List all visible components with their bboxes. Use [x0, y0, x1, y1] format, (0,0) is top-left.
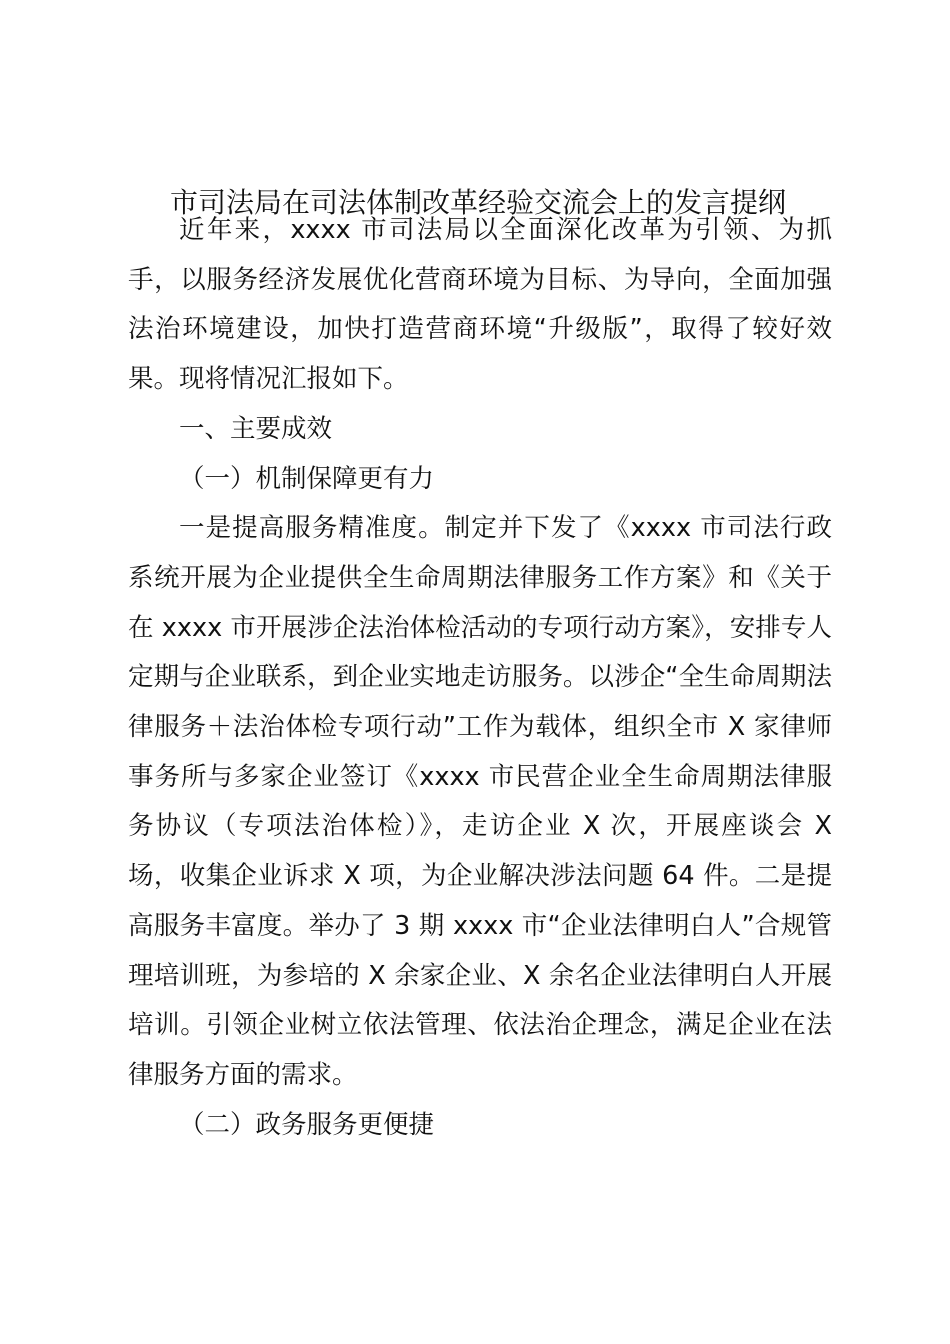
document-title: 市司法局在司法体制改革经验交流会上的发言提纲 — [169, 186, 786, 219]
subsection-heading-mechanism: （一）机制保障更有力 — [179, 463, 435, 494]
section-heading-main-results: 一、主要成效 — [179, 413, 333, 444]
intro-paragraph: 近年来，xxxx 市司法局以全面深化改革为引领、为抓手，以服务经济发展优化营商环境为目标、为导向，全面加强法治环境建设，加快打造营商环境“升级版”，取得了较好效果。现将情况汇报如下。 — [128, 215, 832, 395]
body-paragraph-service: 一是提高服务精准度。制定并下发了《xxxx 市司法行政系统开展为企业提供全生命周期法律服务工作方案》和《关于在 xxxx 市开展涉企法治体检活动的专项行动方案》，安排专人定期与企业联系，到企业实地走访服务。以涉企“全生命周期法律服务＋法治体检专项行动”工作为载体，组织全市 X 家律师事务所与多家企业签订《xxxx 市民营企业全生命周期法律服务协议（专项法治体检）》，走访企业 X 次，开展座谈会 X 场，收集企业诉求 X 项，为企业解决涉法问题 64 件。二是提高服务丰富度。举办了 3 期 xxxx 市“企业法律明白人”合规管理培训班，为参培的 X 余家企业、X 余名企业法律明白人开展培训。引领企业树立依法管理、依法治企理念，满足企业在法律服务方面的需求。 — [128, 513, 832, 1090]
document-body — [128, 206, 832, 1150]
subsection-heading-government-services: （二）政务服务更便捷 — [179, 1109, 435, 1140]
